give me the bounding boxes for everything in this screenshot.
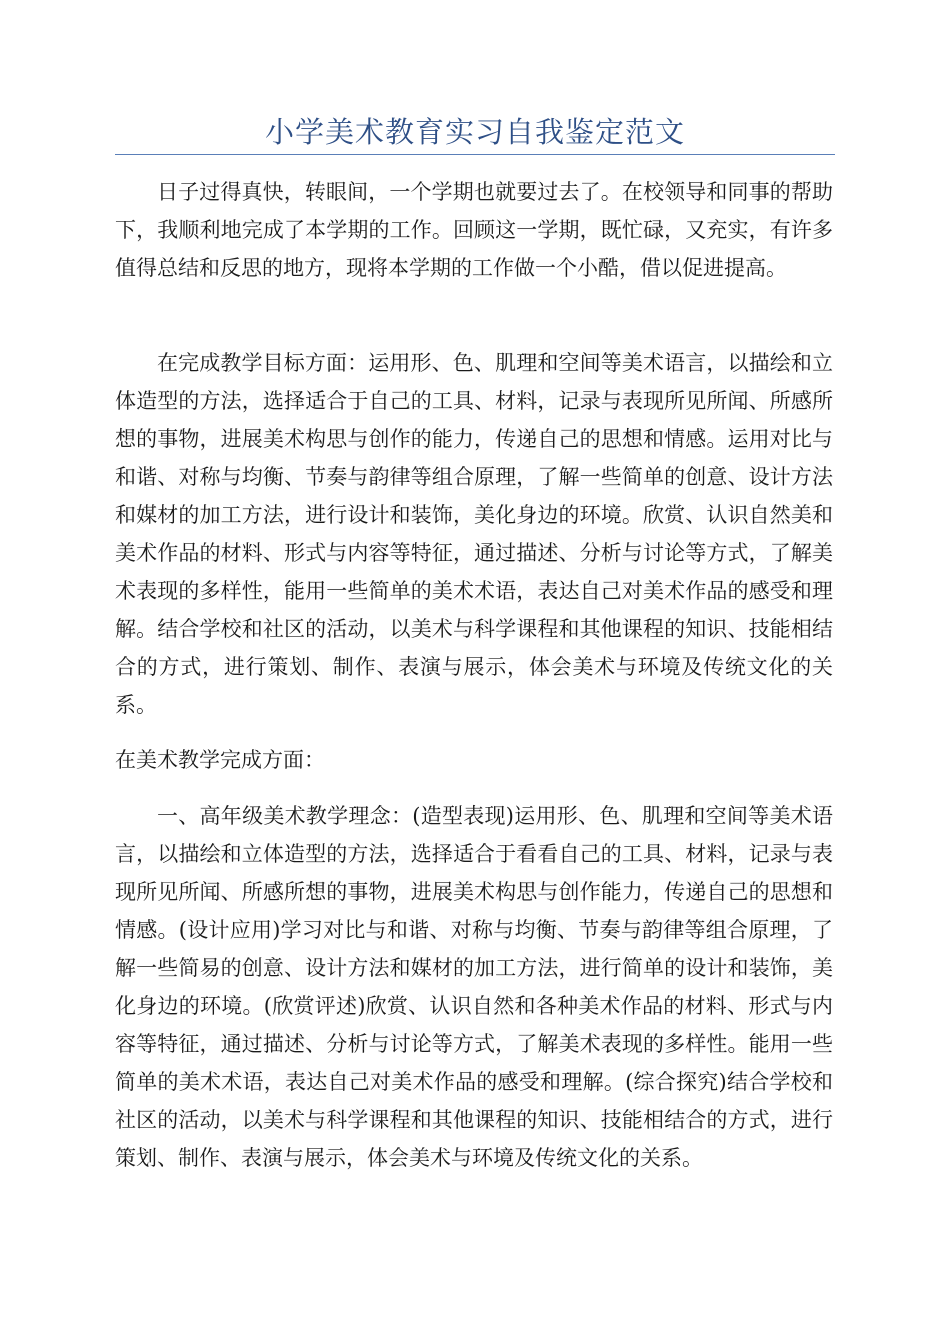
paragraph-section-heading: 在美术教学完成方面： [115,748,325,772]
paragraph-intro: 日子过得真快，转眼间，一个学期也就要过去了。在校领导和同事的帮助下，我顺利地完成了本学期的工作。回顾这一学期，既忙碌，又充实，有许多值得总结和反思的地方，现将本学期的工作做一个小酷，借以促进提高。 [115,180,833,280]
title-underline [115,154,835,155]
paragraph-teaching-goals: 在完成教学目标方面：运用形、色、肌理和空间等美术语言，以描绘和立体造型的方法，选择适合于自己的工具、材料，记录与表现所见所闻、所感所想的事物，进展美术构思与创作的能力，传递自己的思想和情感。运用对比与和谐、对称与均衡、节奏与韵律等组合原理，了解一些简单的创意、设计方法和媒材的加工方法，进行设计和装饰，美化身边的环境。欣赏、认识自然美和美术作品的材料、形式与内容等特征，通过描述、分析与讨论等方式，了解美术表现的多样性，能用一些简单的美术术语，表达自己对美术作品的感受和理解。结合学校和社区的活动，以美术与科学课程和其他课程的知识、技能相结合的方式，进行策划、制作、表演与展示，体会美术与环境及传统文化的关系。 [115,351,833,717]
document-title: 小学美术教育实习自我鉴定范文 [264,115,685,149]
paragraph-senior-grade-concepts: 一、高年级美术教学理念：(造型表现)运用形、色、肌理和空间等美术语言，以描绘和立体造型的方法，选择适合于看看自己的工具、材料，记录与表现所见所闻、所感所想的事物，进展美术构思与创作能力，传递自己的思想和情感。(设计应用)学习对比与和谐、对称与均衡、节奏与韵律等组合原理，了解一些简易的创意、设计方法和媒材的加工方法，进行简单的设计和装饰，美化身边的环境。(欣赏评述)欣赏、认识自然和各种美术作品的材料、形式与内容等特征，通过描述、分析与讨论等方式，了解美术表现的多样性。能用一些简单的美术术语，表达自己对美术作品的感受和理解。(综合探究)结合学校和社区的活动，以美术与科学课程和其他课程的知识、技能相结合的方式，进行策划、制作、表演与展示，体会美术与环境及传统文化的关系。 [115,804,833,1170]
